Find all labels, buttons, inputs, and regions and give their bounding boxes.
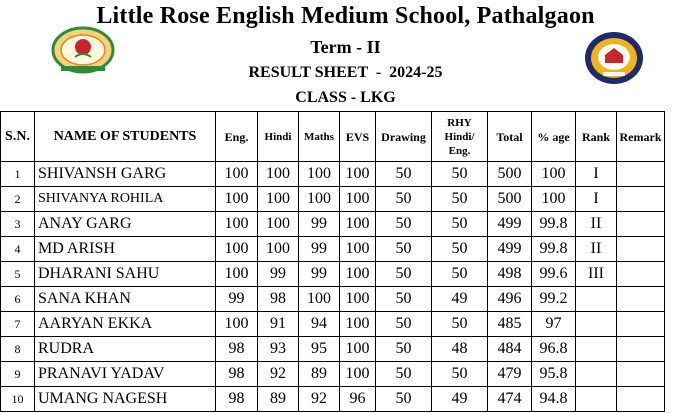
cell-hindi: 98 <box>258 287 299 312</box>
cell-total: 500 <box>488 162 532 187</box>
cell-evs: 100 <box>340 162 376 187</box>
cell-rank: II <box>576 237 617 262</box>
cell-percent: 97 <box>532 312 576 337</box>
cell-evs: 100 <box>340 212 376 237</box>
col-hindi-header: Hindi <box>258 112 299 162</box>
cell-maths: 95 <box>299 337 340 362</box>
cell-rhy: 50 <box>432 237 488 262</box>
school-emblem-left-icon <box>45 26 121 74</box>
rhy-header-line3: Eng. <box>448 144 471 157</box>
cell-drawing: 50 <box>376 162 432 187</box>
cell-rhy: 50 <box>432 212 488 237</box>
cell-percent: 96.8 <box>532 337 576 362</box>
cell-eng: 100 <box>216 212 258 237</box>
table-body <box>1 162 665 412</box>
cell-rhy: 48 <box>432 337 488 362</box>
cell-name: DHARANI SAHU <box>35 262 216 287</box>
cell-name: UMANG NAGESH <box>35 387 216 412</box>
cell-rhy: 50 <box>432 262 488 287</box>
cell-sn: 4 <box>1 237 35 262</box>
cell-drawing: 50 <box>376 337 432 362</box>
table-row <box>1 212 665 237</box>
cell-rank <box>576 312 617 337</box>
table-row <box>1 312 665 337</box>
cell-hindi: 100 <box>258 187 299 212</box>
cell-maths: 99 <box>299 212 340 237</box>
cell-remark <box>617 212 665 237</box>
cell-percent: 100 <box>532 187 576 212</box>
cell-rank <box>576 287 617 312</box>
cell-sn: 7 <box>1 312 35 337</box>
cell-eng: 100 <box>216 312 258 337</box>
cell-eng: 98 <box>216 337 258 362</box>
cell-rank: III <box>576 262 617 287</box>
cell-rhy: 50 <box>432 187 488 212</box>
cell-evs: 100 <box>340 262 376 287</box>
cell-total: 484 <box>488 337 532 362</box>
col-sn-header: S.N. <box>1 112 35 162</box>
cell-hindi: 89 <box>258 387 299 412</box>
cell-name: MD ARISH <box>35 237 216 262</box>
cell-total: 498 <box>488 262 532 287</box>
cell-drawing: 50 <box>376 262 432 287</box>
cell-percent: 100 <box>532 162 576 187</box>
cell-percent: 99.6 <box>532 262 576 287</box>
cell-total: 474 <box>488 387 532 412</box>
table-row <box>1 337 665 362</box>
cell-hindi: 92 <box>258 362 299 387</box>
cell-percent: 95.8 <box>532 362 576 387</box>
cell-maths: 99 <box>299 262 340 287</box>
cell-sn: 3 <box>1 212 35 237</box>
table-row <box>1 187 665 212</box>
cell-evs: 100 <box>340 237 376 262</box>
cell-name: PRANAVI YADAV <box>35 362 216 387</box>
cell-percent: 99.8 <box>532 237 576 262</box>
cell-eng: 100 <box>216 237 258 262</box>
cell-eng: 100 <box>216 262 258 287</box>
school-emblem-right-icon <box>583 30 645 86</box>
cell-name: SANA KHAN <box>35 287 216 312</box>
cell-name: RUDRA <box>35 337 216 362</box>
cell-remark <box>617 312 665 337</box>
cell-eng: 99 <box>216 287 258 312</box>
cell-name: AARYAN EKKA <box>35 312 216 337</box>
table-row <box>1 287 665 312</box>
table-header-row <box>1 112 665 162</box>
term-title: Term - II <box>310 37 381 57</box>
cell-rank: I <box>576 162 617 187</box>
col-total-header: Total <box>488 112 532 162</box>
cell-rank: II <box>576 212 617 237</box>
cell-maths: 100 <box>299 187 340 212</box>
cell-sn: 10 <box>1 387 35 412</box>
cell-sn: 1 <box>1 162 35 187</box>
cell-sn: 5 <box>1 262 35 287</box>
result-table <box>0 111 665 412</box>
table-row <box>1 362 665 387</box>
cell-maths: 94 <box>299 312 340 337</box>
cell-sn: 6 <box>1 287 35 312</box>
col-name-header: NAME OF STUDENTS <box>35 112 216 162</box>
cell-hindi: 100 <box>258 212 299 237</box>
cell-total: 499 <box>488 212 532 237</box>
cell-name: ANAY GARG <box>35 212 216 237</box>
cell-sn: 9 <box>1 362 35 387</box>
cell-rhy: 50 <box>432 362 488 387</box>
table-row <box>1 262 665 287</box>
cell-percent: 99.8 <box>532 212 576 237</box>
cell-drawing: 50 <box>376 187 432 212</box>
cell-rhy: 49 <box>432 287 488 312</box>
cell-eng: 100 <box>216 162 258 187</box>
cell-rhy: 49 <box>432 387 488 412</box>
cell-evs: 100 <box>340 312 376 337</box>
rhy-header-line1: RHY <box>447 116 472 129</box>
table-row <box>1 387 665 412</box>
cell-remark <box>617 287 665 312</box>
cell-rank: I <box>576 187 617 212</box>
col-evs-header: EVS <box>340 112 376 162</box>
result-sheet-text: RESULT SHEET - 2024-25 <box>248 64 443 81</box>
cell-remark <box>617 237 665 262</box>
table-row <box>1 162 665 187</box>
cell-hindi: 91 <box>258 312 299 337</box>
cell-remark <box>617 362 665 387</box>
rhy-header-line2: Hindi/ <box>444 130 475 143</box>
col-rank-header: Rank <box>576 112 617 162</box>
cell-total: 499 <box>488 237 532 262</box>
cell-evs: 100 <box>340 287 376 312</box>
cell-drawing: 50 <box>376 362 432 387</box>
cell-rank <box>576 387 617 412</box>
cell-evs: 100 <box>340 337 376 362</box>
cell-rank <box>576 337 617 362</box>
cell-maths: 92 <box>299 387 340 412</box>
cell-hindi: 93 <box>258 337 299 362</box>
cell-rank <box>576 362 617 387</box>
cell-hindi: 100 <box>258 237 299 262</box>
col-percent-header: % age <box>532 112 576 162</box>
cell-total: 496 <box>488 287 532 312</box>
cell-eng: 100 <box>216 187 258 212</box>
cell-maths: 99 <box>299 237 340 262</box>
cell-evs: 96 <box>340 387 376 412</box>
cell-remark <box>617 387 665 412</box>
cell-percent: 94.8 <box>532 387 576 412</box>
cell-remark <box>617 262 665 287</box>
cell-sn: 2 <box>1 187 35 212</box>
cell-percent: 99.2 <box>532 287 576 312</box>
cell-name: SHIVANYA ROHILA <box>35 187 216 212</box>
cell-eng: 98 <box>216 387 258 412</box>
col-remark-header: Remark <box>617 112 665 162</box>
cell-maths: 89 <box>299 362 340 387</box>
cell-evs: 100 <box>340 362 376 387</box>
cell-remark <box>617 187 665 212</box>
cell-hindi: 100 <box>258 162 299 187</box>
col-maths-header: Maths <box>299 112 340 162</box>
cell-drawing: 50 <box>376 312 432 337</box>
cell-remark <box>617 337 665 362</box>
cell-maths: 100 <box>299 287 340 312</box>
cell-sn: 8 <box>1 337 35 362</box>
cell-total: 479 <box>488 362 532 387</box>
cell-hindi: 99 <box>258 262 299 287</box>
cell-maths: 100 <box>299 162 340 187</box>
cell-total: 485 <box>488 312 532 337</box>
cell-remark <box>617 162 665 187</box>
cell-rhy: 50 <box>432 312 488 337</box>
cell-evs: 100 <box>340 187 376 212</box>
cell-total: 500 <box>488 187 532 212</box>
cell-drawing: 50 <box>376 387 432 412</box>
school-name: Little Rose English Medium School, Pathalgaon <box>96 3 595 29</box>
col-drawing-header: Drawing <box>376 112 432 162</box>
table-row <box>1 237 665 262</box>
cell-rhy: 50 <box>432 162 488 187</box>
col-eng-header: Eng. <box>216 112 258 162</box>
cell-eng: 98 <box>216 362 258 387</box>
class-title: CLASS - LKG <box>295 89 396 106</box>
cell-drawing: 50 <box>376 237 432 262</box>
cell-drawing: 50 <box>376 212 432 237</box>
col-rhy-header <box>432 112 488 162</box>
cell-name: SHIVANSH GARG <box>35 162 216 187</box>
cell-drawing: 50 <box>376 287 432 312</box>
